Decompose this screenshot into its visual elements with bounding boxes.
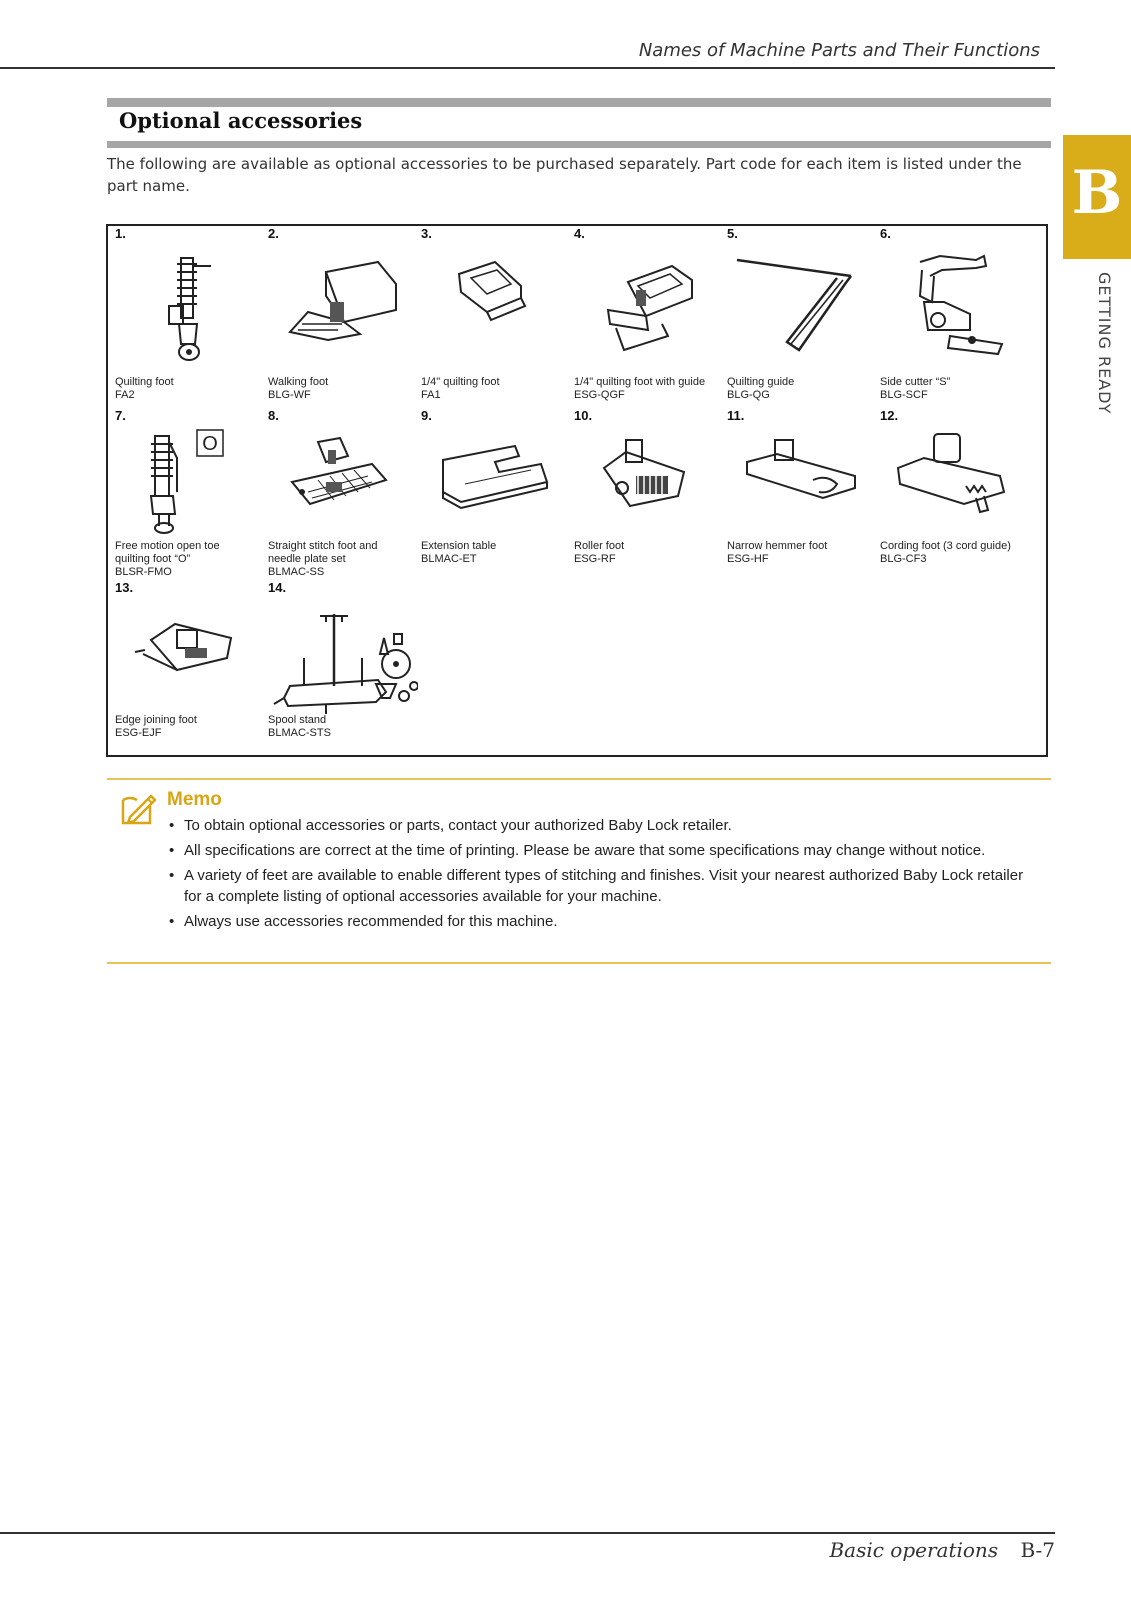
accessory-number: 2. xyxy=(268,226,279,241)
accessory-name: Walking foot xyxy=(268,376,329,388)
accessory-name: Edge joining foot xyxy=(115,714,197,726)
accessory-part-code: BLG-WF xyxy=(268,389,311,401)
accessory-part-code: BLMAC-SS xyxy=(268,566,325,578)
header-rule xyxy=(0,67,1055,69)
accessory-number: 1. xyxy=(115,226,126,241)
heading-bar-top xyxy=(107,98,1051,107)
quilting-guide-icon xyxy=(727,240,877,375)
accessory-name: Side cutter “S” xyxy=(880,376,951,388)
accessory-caption xyxy=(115,540,220,579)
chapter-label xyxy=(1090,272,1120,422)
running-header xyxy=(0,0,1055,70)
running-header-title: Names of Machine Parts and Their Functions xyxy=(638,40,1040,61)
accessory-item xyxy=(727,408,880,566)
accessory-part-code: ESG-QGF xyxy=(574,389,625,401)
memo-item: • All specifications are correct at the time of printing. Please be aware that some specifications may change without notice. xyxy=(169,840,1039,861)
accessory-part-code: BLMAC-STS xyxy=(268,727,331,739)
side-cutter-icon xyxy=(880,240,1030,375)
cording-foot-icon xyxy=(880,422,1030,540)
memo-list xyxy=(169,815,1039,936)
accessory-name: Spool stand xyxy=(268,714,327,726)
section-title: Optional accessories xyxy=(119,108,363,133)
spool-stand-icon xyxy=(268,594,418,714)
accessory-name: Quilting guide xyxy=(727,376,795,388)
accessory-name: Cording foot (3 cord guide) xyxy=(880,540,1011,552)
accessory-item xyxy=(421,408,574,566)
accessory-part-code: BLG-SCF xyxy=(880,389,928,401)
memo-box xyxy=(107,778,1051,964)
quarter-inch-quilting-foot-icon xyxy=(421,240,571,375)
accessory-item xyxy=(268,226,421,402)
quilting-foot-icon xyxy=(115,240,265,375)
accessory-name: Narrow hemmer foot xyxy=(727,540,828,552)
page-footer xyxy=(829,1538,1055,1562)
accessory-caption xyxy=(115,714,197,740)
accessory-number: 8. xyxy=(268,408,279,423)
memo-rule-bottom xyxy=(107,962,1051,964)
accessory-number: 6. xyxy=(880,226,891,241)
chapter-tab xyxy=(1063,135,1131,259)
accessory-caption xyxy=(268,376,328,402)
straight-stitch-foot-and-plate-icon xyxy=(268,422,418,540)
accessory-name: 1/4" quilting foot xyxy=(421,376,500,388)
accessory-item xyxy=(727,226,880,402)
intro-paragraph: The following are available as optional accessories to be purchased separately. Part code for each item is listed under the part name. xyxy=(107,155,1022,195)
section-heading xyxy=(107,98,1051,148)
memo-item: • Always use accessories recommended for this machine. xyxy=(169,911,1039,932)
accessory-name: needle plate set xyxy=(268,553,346,565)
chapter-label-text: GETTING READY xyxy=(1095,272,1114,415)
accessory-item xyxy=(421,226,574,402)
accessory-name: Roller foot xyxy=(574,540,625,552)
accessory-caption xyxy=(727,376,794,402)
marker-badge xyxy=(197,430,223,456)
accessory-caption xyxy=(727,540,827,566)
memo-rule-top xyxy=(107,778,1051,780)
footer-rule xyxy=(0,1532,1055,1534)
accessory-caption xyxy=(574,540,624,566)
accessory-name: Free motion open toe xyxy=(115,540,220,552)
accessory-caption xyxy=(880,540,1011,566)
accessory-item xyxy=(268,580,421,740)
page-number: B-7 xyxy=(1020,1538,1055,1562)
accessory-number: 5. xyxy=(727,226,738,241)
accessory-part-code: BLG-CF3 xyxy=(880,553,927,565)
accessory-number: 11. xyxy=(727,408,745,423)
footer-title: Basic operations xyxy=(829,1538,999,1562)
accessory-number: 3. xyxy=(421,226,432,241)
accessory-caption xyxy=(421,540,496,566)
memo-item: • To obtain optional accessories or parts, contact your authorized Baby Lock retailer. xyxy=(169,815,1039,836)
accessory-part-code: BLMAC-ET xyxy=(421,553,477,565)
accessory-item xyxy=(880,408,1033,566)
accessory-item xyxy=(574,226,727,402)
accessory-number: 4. xyxy=(574,226,585,241)
roller-foot-icon xyxy=(574,422,724,540)
accessory-item xyxy=(268,408,421,579)
accessory-item xyxy=(115,580,268,740)
free-motion-open-toe-foot-icon xyxy=(115,422,265,540)
accessory-item xyxy=(115,408,268,579)
accessory-number: 12. xyxy=(880,408,899,423)
accessory-caption xyxy=(268,540,377,579)
accessory-part-code: BLSR-FMO xyxy=(115,566,172,578)
walking-foot-icon xyxy=(268,240,418,375)
accessory-caption xyxy=(574,376,705,402)
edge-joining-foot-icon xyxy=(115,594,265,714)
accessory-caption xyxy=(115,376,174,402)
accessory-part-code: ESG-HF xyxy=(727,553,769,565)
memo-title: Memo xyxy=(167,789,222,810)
accessory-name: Straight stitch foot and xyxy=(268,540,378,552)
memo-item: • A variety of feet are available to enable different types of stitching and finishes. Visit your nearest authorized Baby Lock retailer for a complete listing of optional accessories available for your machine. xyxy=(169,865,1039,907)
accessory-part-code: FA2 xyxy=(115,389,135,401)
accessory-number: 7. xyxy=(115,408,126,423)
quarter-inch-quilting-foot-with-guide-icon xyxy=(574,240,724,375)
marker-letter: O xyxy=(202,433,218,455)
accessory-name: Quilting foot xyxy=(115,376,174,388)
accessory-part-code: FA1 xyxy=(421,389,441,401)
accessory-number: 10. xyxy=(574,408,593,423)
accessory-name: 1/4" quilting foot with guide xyxy=(574,376,706,388)
accessory-caption xyxy=(268,714,331,740)
accessory-item xyxy=(115,226,268,402)
chapter-letter: B xyxy=(1071,158,1123,228)
accessories-grid xyxy=(106,224,1048,757)
narrow-hemmer-foot-icon xyxy=(727,422,877,540)
accessory-caption xyxy=(421,376,500,402)
accessory-part-code: ESG-RF xyxy=(574,553,616,565)
accessory-caption xyxy=(880,376,950,402)
accessory-part-code: ESG-EJF xyxy=(115,727,162,739)
accessory-part-code: BLG-QG xyxy=(727,389,770,401)
memo-pencil-icon xyxy=(120,792,156,826)
accessory-name: quilting foot “O” xyxy=(115,553,191,565)
accessory-item xyxy=(880,226,1033,402)
accessory-item xyxy=(574,408,727,566)
heading-bar-bottom xyxy=(107,141,1051,148)
accessory-name: Extension table xyxy=(421,540,497,552)
accessory-number: 13. xyxy=(115,580,134,595)
accessory-number: 14. xyxy=(268,580,287,595)
accessory-number: 9. xyxy=(421,408,432,423)
extension-table-icon xyxy=(421,422,571,540)
